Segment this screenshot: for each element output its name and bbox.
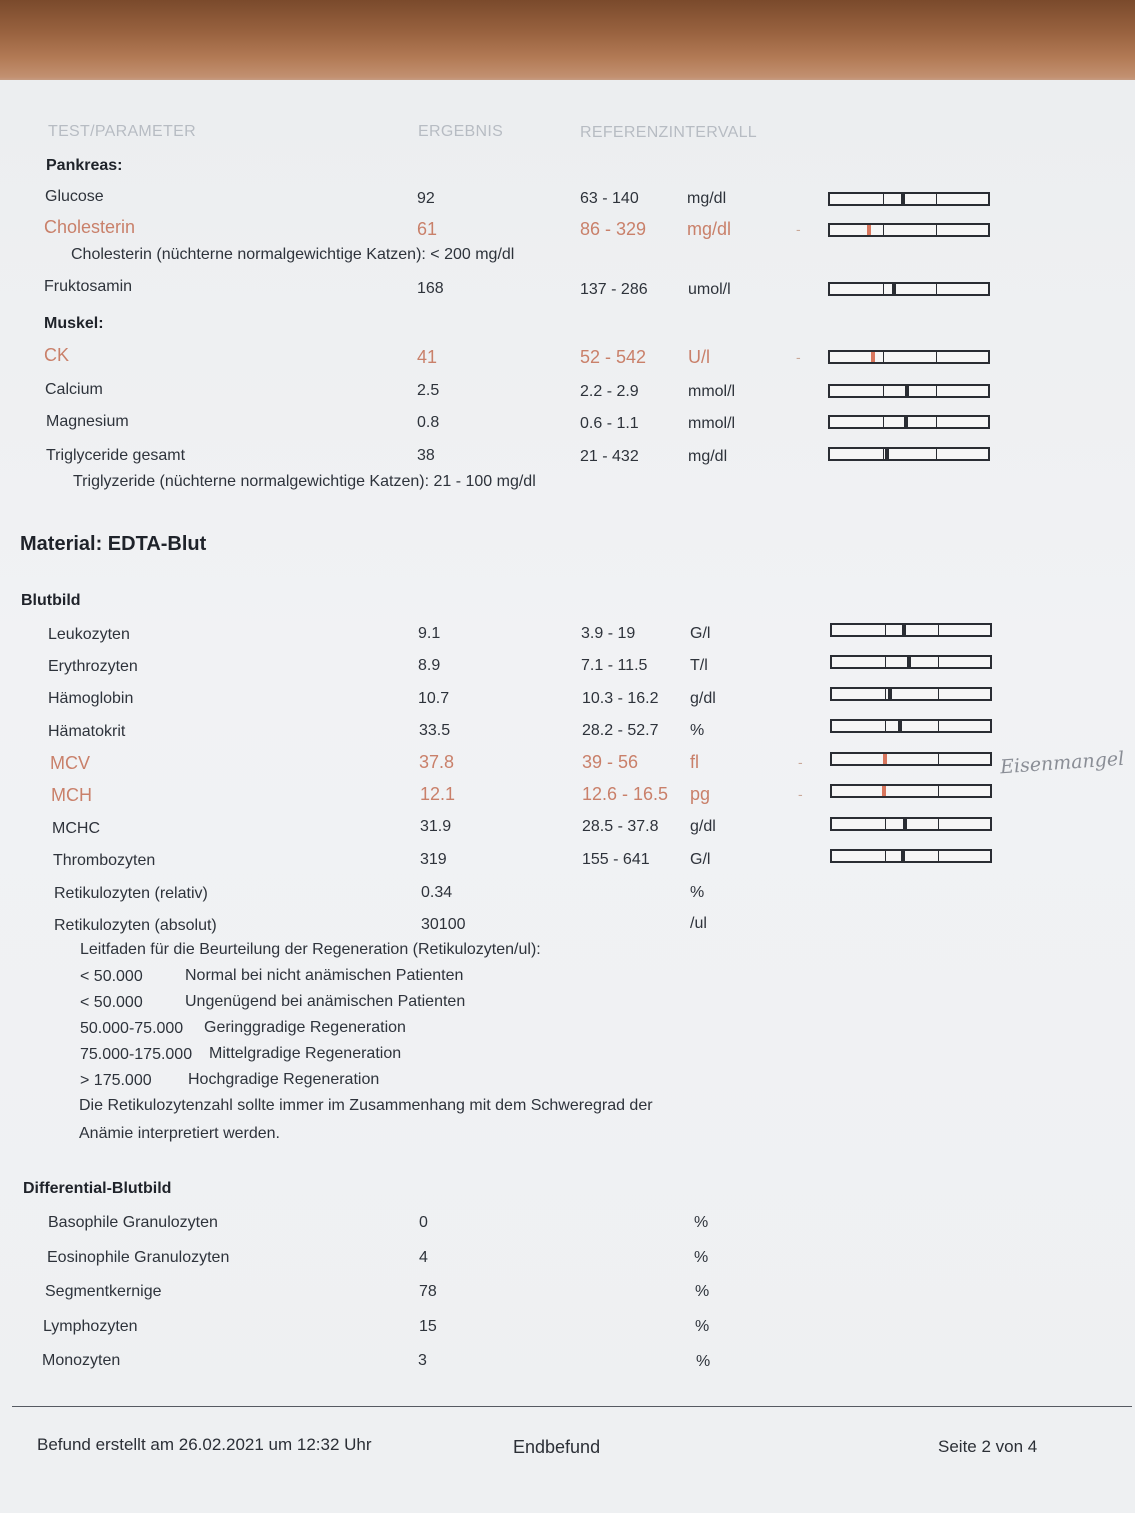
guide-text: Hochgradige Regeneration bbox=[188, 1071, 380, 1088]
row-unit-haemoglobin: g/dl bbox=[690, 690, 716, 707]
row-ref-ck: 52 - 542 bbox=[580, 347, 647, 367]
note-triglyceride: Triglyzeride (nüchterne normalgewichtige Katzen): 21 - 100 mg/dl bbox=[73, 473, 536, 490]
row-name-fruktosamin: Fruktosamin bbox=[44, 278, 133, 295]
row-name-haemoglobin: Hämoglobin bbox=[48, 690, 134, 707]
row-unit-retikulozyten-relativ: % bbox=[690, 884, 705, 901]
row-name-thrombozyten: Thrombozyten bbox=[53, 852, 156, 869]
range-bar-haematokrit bbox=[830, 719, 992, 733]
range-bar-cholesterin bbox=[828, 223, 990, 237]
row-ref-leukozyten: 3.9 - 19 bbox=[581, 625, 636, 642]
row-value-haemoglobin: 10.7 bbox=[418, 690, 450, 707]
row-name-segmentkernige: Segmentkernige bbox=[45, 1283, 162, 1300]
row-unit-retikulozyten-absolut: /ul bbox=[690, 915, 707, 932]
row-unit-triglyceride: mg/dl bbox=[688, 448, 728, 465]
row-ref-triglyceride: 21 - 432 bbox=[580, 448, 639, 465]
row-name-lymphozyten: Lymphozyten bbox=[43, 1318, 138, 1335]
range-bar-magnesium bbox=[828, 415, 990, 429]
footer-page: Seite 2 von 4 bbox=[938, 1437, 1038, 1456]
row-value-monozyten: 3 bbox=[418, 1352, 427, 1369]
row-value-lymphozyten: 15 bbox=[419, 1318, 437, 1335]
row-value-mchc: 31.9 bbox=[420, 818, 452, 835]
range-bar-mcv bbox=[830, 752, 992, 766]
row-name-triglyceride: Triglyceride gesamt bbox=[46, 447, 186, 464]
row-ref-mcv: 39 - 56 bbox=[582, 752, 639, 772]
row-name-monozyten: Monozyten bbox=[42, 1352, 121, 1369]
column-header-result: ERGEBNIS bbox=[418, 123, 504, 140]
guide-note-line-2: Anämie interpretiert werden. bbox=[79, 1125, 280, 1142]
row-unit-basophile: % bbox=[694, 1214, 709, 1231]
row-value-mcv: 37.8 bbox=[419, 752, 455, 772]
row-unit-lymphozyten: % bbox=[695, 1318, 710, 1335]
row-value-magnesium: 0.8 bbox=[417, 414, 440, 431]
note-cholesterin: Cholesterin (nüchterne normalgewichtige Katzen): < 200 mg/dl bbox=[71, 246, 515, 263]
row-flag-ck: - bbox=[796, 349, 801, 365]
guide-text: Normal bei nicht anämischen Patienten bbox=[185, 967, 464, 984]
row-flag-mcv: - bbox=[798, 754, 803, 770]
range-bar-ck bbox=[828, 350, 990, 364]
row-unit-magnesium: mmol/l bbox=[688, 415, 736, 432]
row-flag-mch: - bbox=[798, 786, 803, 802]
row-ref-erythrozyten: 7.1 - 11.5 bbox=[581, 657, 648, 674]
row-name-retikulozyten-absolut: Retikulozyten (absolut) bbox=[54, 917, 217, 934]
guide-range: < 50.000 bbox=[80, 994, 143, 1011]
row-ref-cholesterin: 86 - 329 bbox=[580, 219, 647, 239]
row-name-retikulozyten-relativ: Retikulozyten (relativ) bbox=[54, 885, 208, 902]
row-name-basophile: Basophile Granulozyten bbox=[48, 1214, 218, 1231]
row-unit-eosinophile: % bbox=[694, 1249, 709, 1266]
section-title-blutbild: Blutbild bbox=[21, 592, 81, 609]
row-unit-ck: U/l bbox=[688, 347, 710, 367]
row-name-ck: CK bbox=[44, 345, 70, 365]
range-bar-leukozyten bbox=[830, 623, 992, 637]
range-bar-thrombozyten bbox=[830, 849, 992, 863]
row-value-mch: 12.1 bbox=[420, 784, 456, 804]
section-title-differential: Differential-Blutbild bbox=[23, 1180, 172, 1197]
row-value-eosinophile: 4 bbox=[419, 1249, 428, 1266]
column-header-reference: REFERENZINTERVALL bbox=[580, 124, 757, 141]
section-title-muskel: Muskel: bbox=[44, 315, 104, 332]
row-value-calcium: 2.5 bbox=[417, 382, 440, 399]
section-title-pankreas: Pankreas: bbox=[46, 157, 123, 174]
row-ref-thrombozyten: 155 - 641 bbox=[582, 851, 650, 868]
row-unit-segmentkernige: % bbox=[695, 1283, 710, 1300]
range-bar-mch bbox=[830, 784, 992, 798]
row-ref-glucose: 63 - 140 bbox=[580, 190, 639, 207]
row-name-leukozyten: Leukozyten bbox=[48, 626, 130, 643]
footer-status: Endbefund bbox=[513, 1437, 601, 1457]
range-bar-triglyceride bbox=[828, 447, 990, 461]
row-unit-monozyten: % bbox=[696, 1353, 711, 1370]
row-name-mcv: MCV bbox=[50, 753, 90, 773]
row-value-fruktosamin: 168 bbox=[417, 280, 444, 297]
row-value-basophile: 0 bbox=[419, 1214, 428, 1231]
column-header-test: TEST/PARAMETER bbox=[48, 123, 196, 140]
guide-note-line-1: Die Retikulozytenzahl sollte immer im Zusammenhang mit dem Schweregrad der bbox=[79, 1097, 653, 1114]
row-name-magnesium: Magnesium bbox=[46, 413, 129, 430]
row-value-triglyceride: 38 bbox=[417, 447, 435, 464]
row-unit-mcv: fl bbox=[690, 752, 699, 772]
row-name-mch: MCH bbox=[51, 785, 92, 805]
guide-text: Mittelgradige Regeneration bbox=[209, 1045, 402, 1062]
row-value-haematokrit: 33.5 bbox=[419, 722, 451, 739]
footer-divider bbox=[12, 1406, 1132, 1407]
row-unit-mch: pg bbox=[690, 784, 711, 804]
row-ref-mchc: 28.5 - 37.8 bbox=[582, 818, 659, 835]
row-value-erythrozyten: 8.9 bbox=[418, 657, 441, 674]
row-name-eosinophile: Eosinophile Granulozyten bbox=[47, 1249, 230, 1266]
guide-range: 75.000-175.000 bbox=[80, 1046, 193, 1063]
row-value-cholesterin: 61 bbox=[417, 219, 438, 239]
row-value-thrombozyten: 319 bbox=[420, 851, 447, 868]
range-bar-erythrozyten bbox=[830, 655, 992, 669]
row-unit-haematokrit: % bbox=[690, 722, 705, 739]
row-value-ck: 41 bbox=[417, 347, 438, 367]
row-name-cholesterin: Cholesterin bbox=[44, 217, 136, 237]
material-heading: Material: EDTA-Blut bbox=[20, 533, 207, 555]
handwritten-note: Eisenmangel bbox=[999, 747, 1125, 779]
row-value-retikulozyten-relativ: 0.34 bbox=[421, 884, 453, 901]
guide-range: < 50.000 bbox=[80, 968, 143, 985]
row-unit-fruktosamin: umol/l bbox=[688, 281, 731, 298]
row-unit-mchc: g/dl bbox=[690, 818, 716, 835]
guide-text: Ungenügend bei anämischen Patienten bbox=[185, 993, 466, 1010]
guide-range: > 175.000 bbox=[80, 1072, 152, 1089]
row-ref-fruktosamin: 137 - 286 bbox=[580, 281, 648, 298]
row-unit-cholesterin: mg/dl bbox=[687, 219, 732, 239]
guide-text: Geringgradige Regeneration bbox=[204, 1019, 406, 1036]
range-bar-mchc bbox=[830, 817, 992, 831]
row-name-erythrozyten: Erythrozyten bbox=[48, 658, 138, 675]
row-name-haematokrit: Hämatokrit bbox=[48, 723, 126, 740]
range-bar-fruktosamin bbox=[828, 282, 990, 296]
row-unit-erythrozyten: T/l bbox=[690, 657, 708, 674]
row-value-glucose: 92 bbox=[417, 190, 435, 207]
row-name-mchc: MCHC bbox=[52, 820, 100, 837]
footer-created: Befund erstellt am 26.02.2021 um 12:32 Uhr bbox=[37, 1435, 372, 1454]
row-ref-haematokrit: 28.2 - 52.7 bbox=[582, 722, 659, 739]
row-value-segmentkernige: 78 bbox=[419, 1283, 437, 1300]
range-bar-glucose bbox=[828, 192, 990, 206]
row-name-glucose: Glucose bbox=[45, 188, 104, 205]
row-unit-leukozyten: G/l bbox=[690, 625, 711, 642]
row-unit-calcium: mmol/l bbox=[688, 383, 736, 400]
row-unit-thrombozyten: G/l bbox=[690, 851, 711, 868]
range-bar-haemoglobin bbox=[830, 687, 992, 701]
row-ref-mch: 12.6 - 16.5 bbox=[582, 784, 669, 804]
guide-range: 50.000-75.000 bbox=[80, 1020, 184, 1037]
row-value-leukozyten: 9.1 bbox=[418, 625, 441, 642]
row-unit-glucose: mg/dl bbox=[687, 190, 727, 207]
range-bar-calcium bbox=[828, 384, 990, 398]
row-ref-magnesium: 0.6 - 1.1 bbox=[580, 415, 639, 432]
row-flag-cholesterin: - bbox=[796, 221, 801, 237]
row-name-calcium: Calcium bbox=[45, 381, 103, 398]
row-ref-haemoglobin: 10.3 - 16.2 bbox=[582, 690, 659, 707]
guide-title: Leitfaden für die Beurteilung der Regeneration (Retikulozyten/ul): bbox=[80, 941, 541, 958]
row-value-retikulozyten-absolut: 30100 bbox=[421, 916, 466, 933]
row-ref-calcium: 2.2 - 2.9 bbox=[580, 383, 639, 400]
